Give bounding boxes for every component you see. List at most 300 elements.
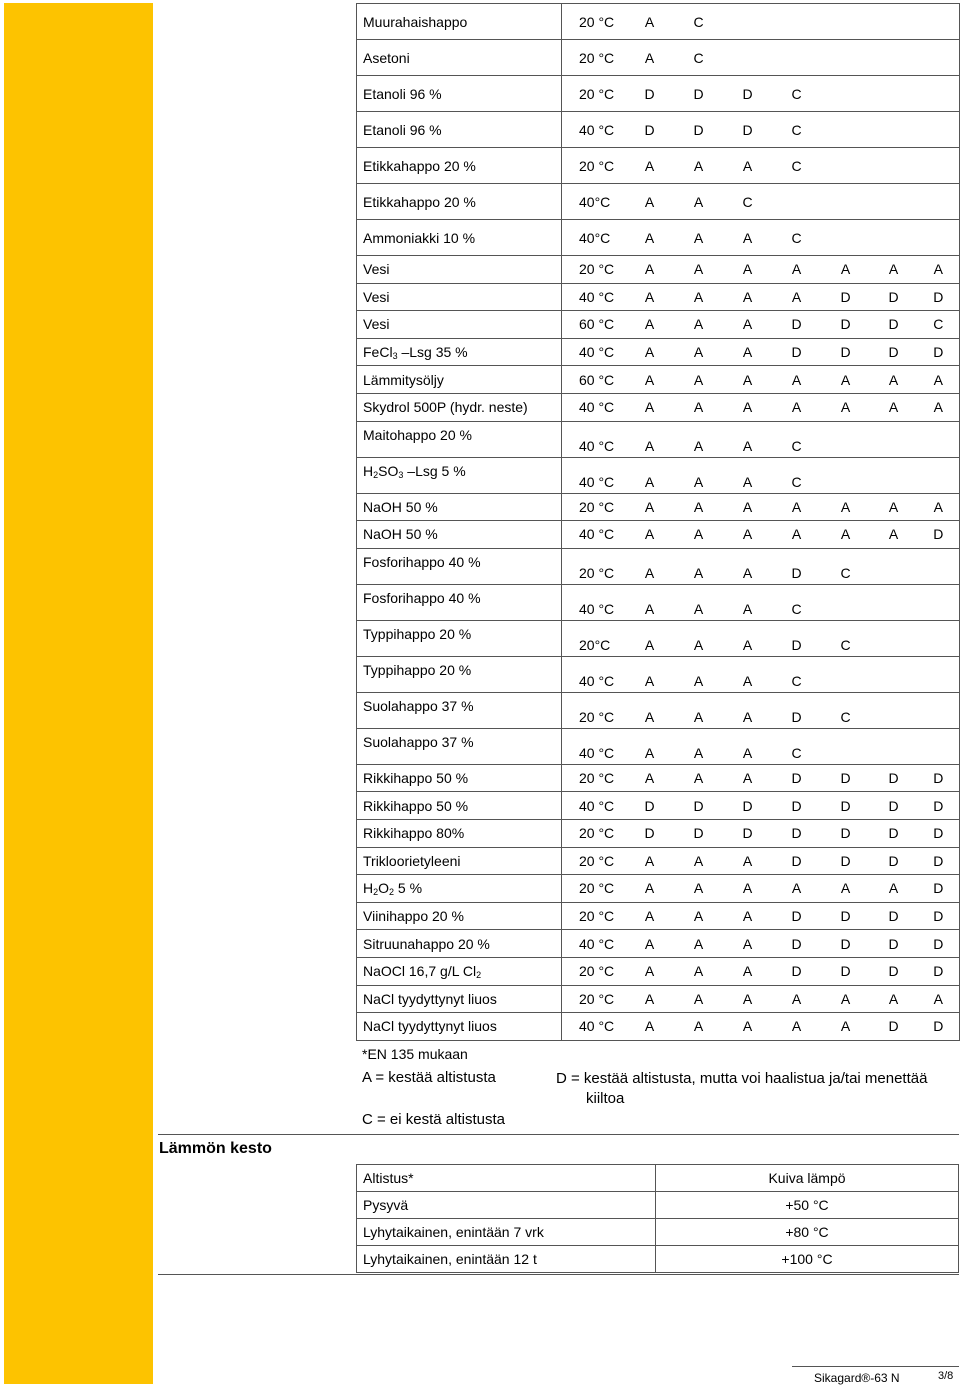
resistance-rating: A	[674, 847, 724, 875]
exposure-temperature: 20 °C	[562, 902, 626, 930]
resistance-rating: D	[870, 930, 918, 958]
exposure-temperature: 20 °C	[562, 847, 626, 875]
resistance-rating: A	[674, 256, 724, 284]
chemical-row	[357, 148, 960, 184]
resistance-rating: A	[674, 985, 724, 1013]
chemical-row	[357, 985, 960, 1013]
chemical-name: Vesi	[357, 283, 562, 311]
resistance-rating: C	[822, 548, 870, 584]
resistance-rating: D	[772, 847, 822, 875]
resistance-rating: A	[626, 338, 674, 366]
chemical-row	[357, 902, 960, 930]
resistance-rating	[870, 76, 918, 112]
resistance-rating: D	[870, 764, 918, 792]
resistance-rating: A	[822, 256, 870, 284]
resistance-rating: A	[724, 902, 772, 930]
chemical-name: Vesi	[357, 311, 562, 339]
resistance-rating: A	[724, 338, 772, 366]
resistance-rating	[870, 656, 918, 692]
resistance-rating	[870, 421, 918, 457]
resistance-rating: D	[918, 283, 960, 311]
resistance-rating	[822, 584, 870, 620]
resistance-rating: D	[626, 76, 674, 112]
resistance-rating: A	[674, 764, 724, 792]
heat-table-bottom-rule	[158, 1274, 959, 1275]
exposure-temperature: 40 °C	[562, 283, 626, 311]
exposure-temperature: 20 °C	[562, 76, 626, 112]
resistance-rating: D	[724, 819, 772, 847]
resistance-rating	[870, 620, 918, 656]
exposure-temperature: 40 °C	[562, 457, 626, 493]
resistance-rating: C	[772, 728, 822, 764]
chemical-name: Ammoniakki 10 %	[357, 220, 562, 256]
resistance-rating: D	[772, 620, 822, 656]
resistance-rating	[870, 4, 918, 40]
resistance-rating: A	[724, 875, 772, 903]
resistance-rating: A	[626, 692, 674, 728]
resistance-rating: D	[918, 847, 960, 875]
resistance-rating: A	[870, 493, 918, 521]
resistance-rating: A	[822, 521, 870, 549]
resistance-rating: D	[822, 847, 870, 875]
resistance-rating: A	[822, 366, 870, 394]
resistance-rating: D	[822, 764, 870, 792]
chemical-row	[357, 620, 960, 656]
footer-page-number: 3/8	[938, 1370, 954, 1382]
resistance-rating: A	[870, 521, 918, 549]
resistance-rating: A	[674, 457, 724, 493]
exposure-temperature: 60 °C	[562, 366, 626, 394]
resistance-rating: C	[772, 421, 822, 457]
exposure-temperature: 20 °C	[562, 692, 626, 728]
chemical-name: NaOCl 16,7 g/L $Cl_2$	[357, 957, 562, 985]
resistance-rating: A	[724, 656, 772, 692]
resistance-rating: A	[626, 902, 674, 930]
chemical-name: Typpihappo 20 %	[357, 620, 562, 656]
resistance-rating	[822, 76, 870, 112]
resistance-rating: A	[674, 220, 724, 256]
chemical-name: FeCl$_3$ –Lsg 35 %	[357, 338, 562, 366]
heat-row-value: +100 °C	[656, 1246, 959, 1273]
resistance-rating: A	[724, 393, 772, 421]
resistance-rating: D	[822, 338, 870, 366]
chemical-row	[357, 4, 960, 40]
resistance-rating: A	[870, 875, 918, 903]
heat-row-label: Lyhytaikainen, enintään 12 t	[357, 1246, 656, 1273]
formula-subscript: 2	[373, 469, 379, 480]
resistance-rating: D	[918, 819, 960, 847]
resistance-rating: D	[772, 764, 822, 792]
resistance-rating: A	[870, 256, 918, 284]
resistance-rating	[870, 692, 918, 728]
resistance-rating: D	[870, 283, 918, 311]
resistance-rating: D	[822, 957, 870, 985]
chemical-row	[357, 40, 960, 76]
resistance-rating: D	[674, 792, 724, 820]
resistance-rating	[918, 620, 960, 656]
resistance-rating	[822, 656, 870, 692]
resistance-rating: D	[918, 875, 960, 903]
chemical-row	[357, 366, 960, 394]
exposure-temperature: 40 °C	[562, 338, 626, 366]
resistance-rating: D	[870, 792, 918, 820]
resistance-rating: D	[918, 902, 960, 930]
resistance-rating: D	[918, 1013, 960, 1041]
legend-d	[556, 1069, 956, 1109]
resistance-rating: D	[822, 283, 870, 311]
resistance-rating	[772, 40, 822, 76]
resistance-rating: A	[772, 985, 822, 1013]
resistance-rating	[822, 184, 870, 220]
resistance-rating: A	[772, 283, 822, 311]
resistance-rating	[918, 421, 960, 457]
resistance-rating: A	[724, 283, 772, 311]
exposure-temperature: 40 °C	[562, 584, 626, 620]
heat-row-value: +80 °C	[656, 1219, 959, 1246]
heat-header-row	[357, 1165, 959, 1192]
resistance-rating: A	[674, 584, 724, 620]
resistance-rating: D	[724, 76, 772, 112]
resistance-rating: C	[822, 620, 870, 656]
exposure-temperature: 20 °C	[562, 985, 626, 1013]
resistance-rating: A	[626, 366, 674, 394]
chemical-row	[357, 548, 960, 584]
resistance-rating: A	[724, 957, 772, 985]
resistance-rating: A	[724, 847, 772, 875]
resistance-rating: A	[626, 493, 674, 521]
formula-subscript: 2	[389, 887, 395, 898]
chemical-resistance-table	[356, 3, 960, 1041]
resistance-rating: D	[772, 338, 822, 366]
resistance-rating: A	[918, 985, 960, 1013]
exposure-temperature: 20 °C	[562, 493, 626, 521]
resistance-rating: A	[724, 1013, 772, 1041]
resistance-rating: A	[870, 393, 918, 421]
chemical-name: NaOH 50 %	[357, 521, 562, 549]
resistance-rating: A	[822, 875, 870, 903]
resistance-rating: A	[674, 656, 724, 692]
exposure-temperature: 40 °C	[562, 656, 626, 692]
chemical-concentration: 5 %	[394, 880, 423, 897]
resistance-rating: D	[772, 957, 822, 985]
chemical-row	[357, 692, 960, 728]
exposure-temperature: 20 °C	[562, 548, 626, 584]
resistance-rating: A	[674, 311, 724, 339]
resistance-rating: D	[772, 902, 822, 930]
formula-subscript: 2	[373, 887, 379, 898]
resistance-rating: A	[626, 584, 674, 620]
resistance-rating	[918, 148, 960, 184]
exposure-temperature: 40 °C	[562, 728, 626, 764]
heat-row-value: +50 °C	[656, 1192, 959, 1219]
exposure-temperature: 40°C	[562, 220, 626, 256]
exposure-temperature: 40°C	[562, 184, 626, 220]
resistance-rating: A	[626, 256, 674, 284]
resistance-rating: A	[674, 421, 724, 457]
heat-header-label: Altistus*	[357, 1165, 656, 1192]
resistance-rating: A	[674, 366, 724, 394]
chemical-row	[357, 656, 960, 692]
legend-d-line1: D = kestää altistusta, mutta voi haalistua ja/tai menettää	[556, 1070, 928, 1087]
resistance-rating: C	[772, 76, 822, 112]
resistance-rating: D	[724, 792, 772, 820]
resistance-rating: C	[772, 656, 822, 692]
resistance-rating: A	[674, 148, 724, 184]
chemical-name: Maitohappo 20 %	[357, 421, 562, 457]
resistance-rating: A	[772, 256, 822, 284]
formula-part: SO	[378, 462, 399, 479]
resistance-rating: A	[674, 930, 724, 958]
chemical-row	[357, 584, 960, 620]
resistance-rating	[918, 584, 960, 620]
chemical-row	[357, 930, 960, 958]
resistance-rating: A	[626, 521, 674, 549]
chemical-name: Muurahaishappo	[357, 4, 562, 40]
resistance-rating	[870, 548, 918, 584]
resistance-rating: A	[626, 764, 674, 792]
resistance-rating	[772, 4, 822, 40]
resistance-rating	[870, 220, 918, 256]
resistance-rating: C	[918, 311, 960, 339]
exposure-temperature: 20 °C	[562, 764, 626, 792]
resistance-rating: D	[918, 338, 960, 366]
resistance-rating: D	[870, 957, 918, 985]
resistance-rating: D	[870, 338, 918, 366]
resistance-rating	[870, 112, 918, 148]
chemical-name: NaCl tyydyttynyt liuos	[357, 985, 562, 1013]
formula-subscript: 3	[398, 469, 404, 480]
resistance-rating	[870, 148, 918, 184]
resistance-rating	[870, 584, 918, 620]
heat-row	[357, 1246, 959, 1273]
chemical-row	[357, 493, 960, 521]
chemical-name: Rikkihappo 50 %	[357, 764, 562, 792]
chemical-name: NaOH 50 %	[357, 493, 562, 521]
resistance-rating: D	[674, 112, 724, 148]
chemical-name: Etikkahappo 20 %	[357, 184, 562, 220]
resistance-rating: A	[724, 728, 772, 764]
resistance-rating: C	[772, 220, 822, 256]
chemical-row	[357, 792, 960, 820]
section-divider	[158, 1134, 959, 1135]
resistance-rating	[822, 728, 870, 764]
resistance-rating: A	[674, 548, 724, 584]
chemical-row	[357, 957, 960, 985]
resistance-rating	[870, 184, 918, 220]
resistance-rating: D	[626, 112, 674, 148]
resistance-rating: A	[674, 728, 724, 764]
chemical-name: Asetoni	[357, 40, 562, 76]
chemical-row	[357, 393, 960, 421]
resistance-rating: A	[626, 311, 674, 339]
resistance-rating	[870, 457, 918, 493]
resistance-rating	[870, 40, 918, 76]
chemical-row	[357, 421, 960, 457]
resistance-rating: D	[870, 847, 918, 875]
resistance-rating: A	[724, 493, 772, 521]
resistance-rating: A	[626, 548, 674, 584]
resistance-rating: A	[918, 256, 960, 284]
resistance-rating: A	[626, 985, 674, 1013]
exposure-temperature: 40 °C	[562, 930, 626, 958]
resistance-rating: A	[724, 457, 772, 493]
resistance-rating: C	[772, 457, 822, 493]
exposure-temperature: 20 °C	[562, 148, 626, 184]
chemical-name: $H_2O_2$ 5 %	[357, 875, 562, 903]
chemical-name: Rikkihappo 50 %	[357, 792, 562, 820]
chemical-name: Rikkihappo 80%	[357, 819, 562, 847]
exposure-temperature: 20 °C	[562, 957, 626, 985]
resistance-rating: D	[772, 819, 822, 847]
resistance-rating: A	[674, 493, 724, 521]
resistance-rating	[918, 40, 960, 76]
resistance-rating: A	[674, 620, 724, 656]
footer-rule	[792, 1366, 959, 1367]
chemical-row	[357, 819, 960, 847]
exposure-temperature: 40 °C	[562, 393, 626, 421]
resistance-rating: A	[674, 1013, 724, 1041]
resistance-rating: A	[724, 930, 772, 958]
chemical-name: Suolahappo 37 %	[357, 728, 562, 764]
chemical-name: Trikloorietyleeni	[357, 847, 562, 875]
resistance-rating	[918, 457, 960, 493]
resistance-rating: A	[674, 521, 724, 549]
exposure-temperature: 40 °C	[562, 112, 626, 148]
exposure-temperature: 60 °C	[562, 311, 626, 339]
resistance-rating: A	[772, 493, 822, 521]
resistance-rating: A	[724, 764, 772, 792]
resistance-rating: A	[724, 256, 772, 284]
resistance-rating: D	[822, 792, 870, 820]
resistance-rating: D	[724, 112, 772, 148]
formula-subscript: 3	[392, 351, 398, 362]
resistance-rating: A	[772, 393, 822, 421]
chemical-row	[357, 311, 960, 339]
chemical-name: Sitruunahappo 20 %	[357, 930, 562, 958]
resistance-rating: A	[724, 220, 772, 256]
chemical-name: Suolahappo 37 %	[357, 692, 562, 728]
chemical-row	[357, 521, 960, 549]
legend-d-line2: kiiltoa	[586, 1090, 625, 1107]
heat-row	[357, 1192, 959, 1219]
resistance-rating: A	[724, 548, 772, 584]
resistance-rating: A	[674, 692, 724, 728]
resistance-rating: D	[772, 548, 822, 584]
resistance-rating	[724, 40, 772, 76]
resistance-rating: A	[626, 184, 674, 220]
resistance-rating: D	[870, 819, 918, 847]
resistance-rating: A	[724, 620, 772, 656]
exposure-temperature: 40 °C	[562, 792, 626, 820]
heat-row	[357, 1219, 959, 1246]
resistance-rating: A	[626, 457, 674, 493]
heat-row-label: Lyhytaikainen, enintään 7 vrk	[357, 1219, 656, 1246]
resistance-rating: D	[772, 792, 822, 820]
resistance-rating	[918, 692, 960, 728]
exposure-temperature: 40 °C	[562, 521, 626, 549]
resistance-rating: A	[626, 957, 674, 985]
resistance-rating: A	[626, 875, 674, 903]
resistance-rating: A	[626, 656, 674, 692]
chemical-row	[357, 338, 960, 366]
chemical-row	[357, 1013, 960, 1041]
resistance-rating: A	[626, 4, 674, 40]
resistance-rating: A	[724, 692, 772, 728]
chemical-row	[357, 728, 960, 764]
resistance-rating	[870, 728, 918, 764]
chemical-name: Skydrol 500P (hydr. neste)	[357, 393, 562, 421]
resistance-rating: C	[724, 184, 772, 220]
exposure-temperature: 40 °C	[562, 421, 626, 457]
resistance-rating	[772, 184, 822, 220]
resistance-rating	[918, 548, 960, 584]
resistance-rating: A	[822, 393, 870, 421]
resistance-rating: A	[918, 366, 960, 394]
resistance-rating	[822, 112, 870, 148]
resistance-rating: A	[626, 148, 674, 184]
exposure-temperature: 20 °C	[562, 819, 626, 847]
resistance-rating: A	[626, 283, 674, 311]
resistance-rating	[822, 148, 870, 184]
resistance-rating: A	[772, 1013, 822, 1041]
resistance-rating: A	[674, 902, 724, 930]
resistance-rating: D	[674, 819, 724, 847]
heat-header-value: Kuiva lämpö	[656, 1165, 959, 1192]
chemical-concentration: –Lsg 35 %	[397, 344, 468, 361]
resistance-rating: A	[626, 220, 674, 256]
resistance-rating	[918, 184, 960, 220]
formula-subscript: 2	[476, 970, 482, 981]
exposure-temperature: 20°C	[562, 620, 626, 656]
chemical-row	[357, 220, 960, 256]
resistance-rating: A	[724, 148, 772, 184]
resistance-rating: A	[674, 283, 724, 311]
resistance-rating: D	[870, 311, 918, 339]
resistance-rating: D	[772, 311, 822, 339]
resistance-rating: A	[822, 493, 870, 521]
chemical-name: Etanoli 96 %	[357, 112, 562, 148]
resistance-rating	[724, 4, 772, 40]
resistance-rating: A	[626, 620, 674, 656]
resistance-rating: D	[626, 792, 674, 820]
exposure-temperature: 20 °C	[562, 256, 626, 284]
resistance-rating: A	[674, 957, 724, 985]
resistance-rating: C	[674, 4, 724, 40]
resistance-rating: D	[772, 930, 822, 958]
exposure-temperature: 20 °C	[562, 875, 626, 903]
chemical-name: Lämmitysöljy	[357, 366, 562, 394]
heat-resistance-table	[356, 1164, 959, 1273]
resistance-rating: A	[870, 366, 918, 394]
resistance-rating: D	[918, 792, 960, 820]
chemical-concentration: –Lsg 5 %	[403, 462, 466, 479]
resistance-rating: A	[724, 311, 772, 339]
resistance-rating: A	[918, 493, 960, 521]
chemical-row	[357, 256, 960, 284]
chemical-name: Fosforihappo 40 %	[357, 548, 562, 584]
resistance-rating: A	[626, 728, 674, 764]
resistance-rating: A	[674, 393, 724, 421]
resistance-rating: A	[870, 985, 918, 1013]
resistance-rating: A	[724, 421, 772, 457]
resistance-rating: A	[772, 875, 822, 903]
resistance-rating: A	[626, 40, 674, 76]
legend-c: C = ei kestä altistusta	[362, 1111, 505, 1128]
resistance-rating: D	[822, 902, 870, 930]
exposure-temperature: 40 °C	[562, 1013, 626, 1041]
resistance-rating: A	[918, 393, 960, 421]
chemical-row	[357, 764, 960, 792]
